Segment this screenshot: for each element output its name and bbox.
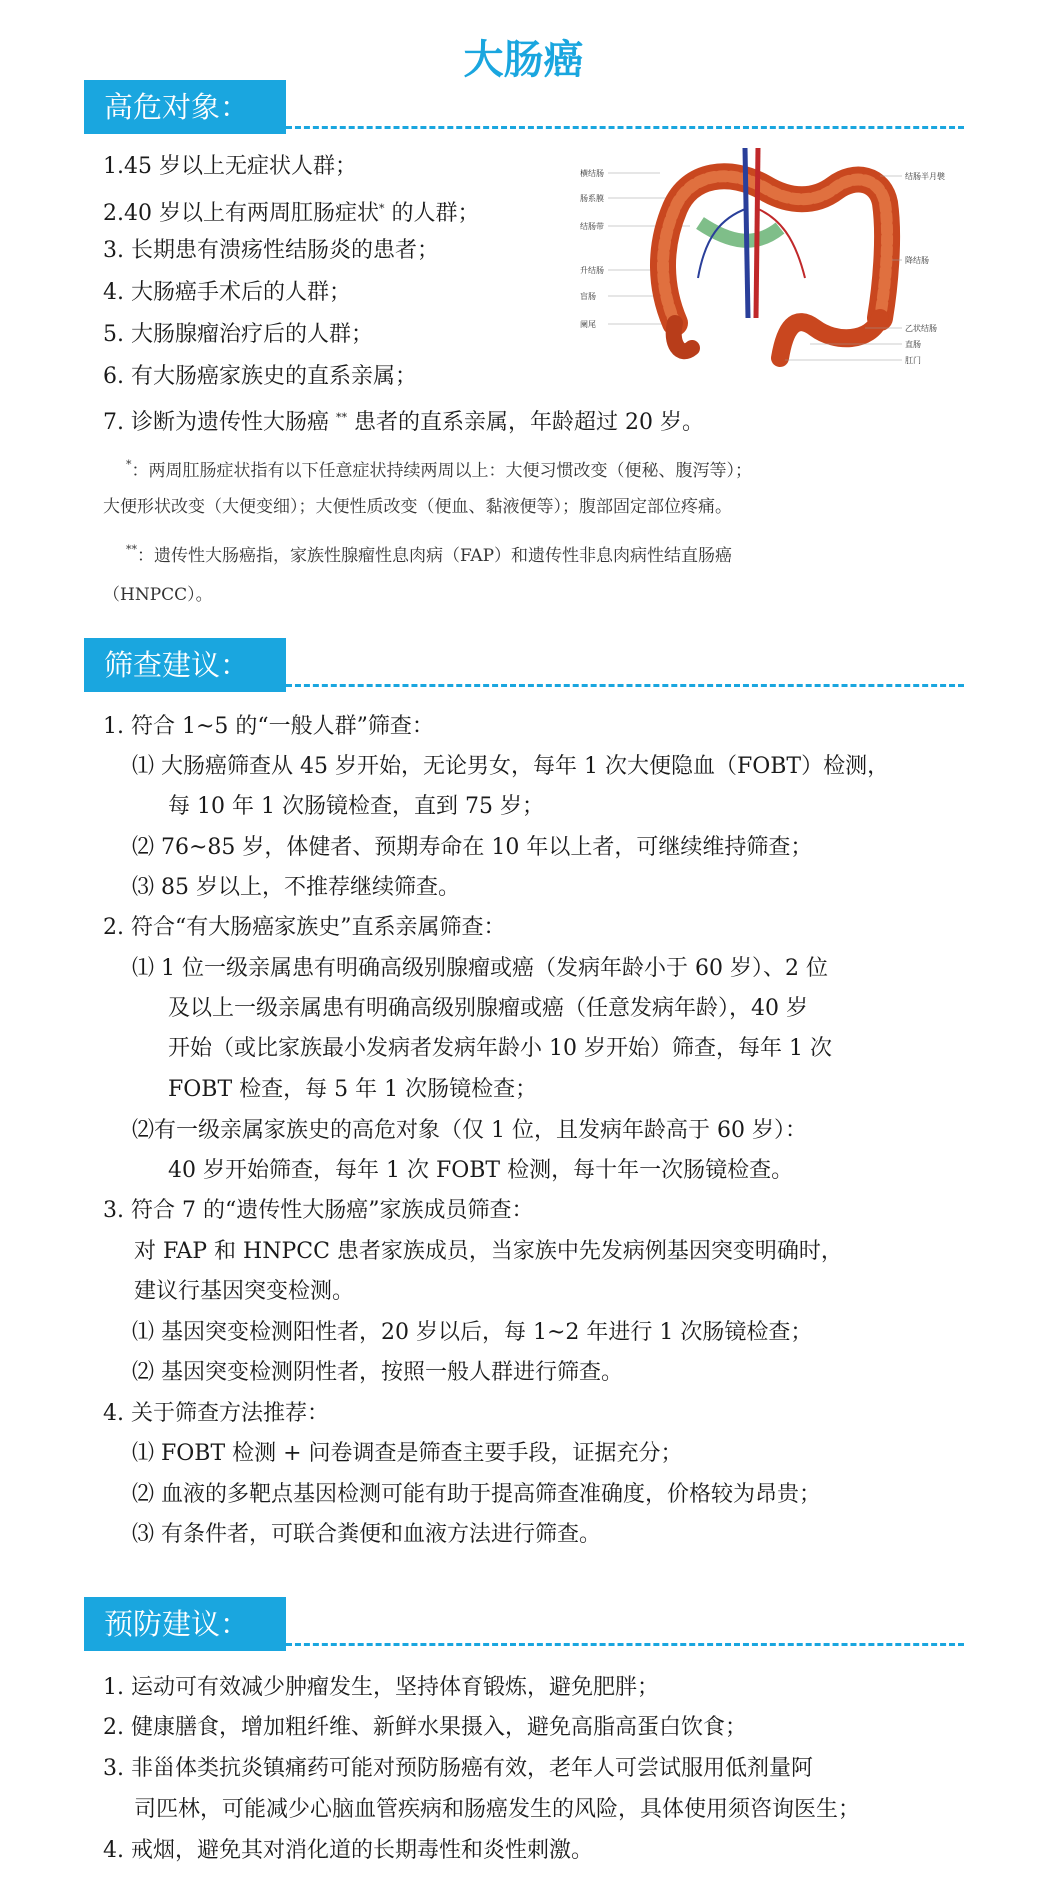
list-item: 及以上一级亲属患有明确高级别腺瘤或癌（任意发病年龄），40 岁: [168, 996, 808, 1021]
section-header-label: 筛查建议：: [84, 638, 286, 692]
figure-label: 直肠: [905, 340, 921, 349]
list-item: 1.45 岁以上无症状人群；: [103, 154, 357, 179]
list-item: 2. 符合“有大肠癌家族史”直系亲属筛查：: [103, 915, 506, 940]
figure-label: 盲肠: [580, 292, 596, 301]
list-item: 7. 诊断为遗传性大肠癌 ** 患者的直系亲属，年龄超过 20 岁。: [103, 410, 704, 435]
section-header-label: 高危对象：: [84, 80, 286, 134]
figure-label: 肠系膜: [580, 194, 604, 203]
list-item: ⑴ 大肠癌筛查从 45 岁开始，无论男女，每年 1 次大便隐血（FOBT）检测，: [132, 754, 890, 779]
figure-label: 升结肠: [580, 266, 604, 275]
list-item: ⑴ 基因突变检测阳性者，20 岁以后，每 1~2 年进行 1 次肠镜检查；: [132, 1320, 813, 1345]
list-item: ⑵ 76~85 岁，体健者、预期寿命在 10 年以上者，可继续维持筛查；: [132, 835, 813, 860]
list-item: ⑵有一级亲属家族史的高危对象（仅 1 位，且发病年龄高于 60 岁）：: [132, 1118, 807, 1143]
list-item: 建议行基因突变检测。: [134, 1279, 355, 1304]
list-item: FOBT 检查，每 5 年 1 次肠镜检查；: [168, 1077, 538, 1102]
list-item: ⑶ 85 岁以上，不推荐继续筛查。: [132, 875, 460, 900]
list-item: 4. 戒烟，避免其对消化道的长期毒性和炎性刺激。: [103, 1838, 593, 1863]
footnote: **：遗传性大肠癌指，家族性腺瘤性息肉病（FAP）和遗传性非息肉病性结直肠癌: [126, 543, 733, 566]
list-item: 5. 大肠腺瘤治疗后的人群；: [103, 322, 373, 347]
list-item: ⑴ 1 位一级亲属患有明确高级别腺瘤或癌（发病年龄小于 60 岁）、2 位: [132, 956, 828, 981]
list-item: ⑵ 血液的多靶点基因检测可能有助于提高筛查准确度，价格较为昂贵；: [132, 1482, 821, 1507]
list-item: ⑴ FOBT 检测 + 问卷调查是筛查主要手段，证据充分；: [132, 1441, 683, 1466]
dashed-divider: [286, 684, 964, 687]
figure-label: 阑尾: [580, 320, 596, 329]
list-item: 1. 符合 1~5 的“一般人群”筛查：: [103, 714, 434, 739]
list-item: 4. 大肠癌手术后的人群；: [103, 280, 351, 305]
figure-label: 乙状结肠: [905, 324, 937, 333]
list-item: 司匹林，可能减少心脑血管疾病和肠癌发生的风险，具体使用须咨询医生；: [134, 1797, 861, 1822]
list-item: 每 10 年 1 次肠镜检查，直到 75 岁；: [168, 794, 544, 819]
list-item: 2. 健康膳食，增加粗纤维、新鲜水果摄入，避免高脂高蛋白饮食；: [103, 1715, 747, 1740]
colon-illustration: [580, 148, 960, 378]
figure-label: 结肠半月襞: [905, 172, 945, 181]
footnote-mark: **: [335, 411, 347, 424]
footnote: （HNPCC）。: [103, 585, 213, 605]
list-item: ⑶ 有条件者，可联合粪便和血液方法进行筛查。: [132, 1522, 601, 1547]
figure-label: 肛门: [905, 356, 921, 365]
list-item: 3. 非甾体类抗炎镇痛药可能对预防肠癌有效，老年人可尝试服用低剂量阿: [103, 1756, 813, 1781]
list-item: 40 岁开始筛查，每年 1 次 FOBT 检测，每十年一次肠镜检查。: [168, 1158, 794, 1183]
figure-label: 横结肠: [580, 169, 604, 178]
section-header-label: 预防建议：: [84, 1597, 286, 1651]
colon-drawing: [663, 148, 887, 358]
figure-label: 结肠带: [580, 222, 604, 231]
list-item: 3. 符合 7 的“遗传性大肠癌”家族成员筛查：: [103, 1198, 534, 1223]
list-item: 2.40 岁以上有两周肛肠症状* 的人群；: [103, 201, 480, 226]
section-header-screening: [84, 638, 964, 692]
dashed-divider: [286, 1643, 964, 1646]
dashed-divider: [286, 126, 964, 129]
figure-label: 降结肠: [905, 256, 929, 265]
list-item: ⑵ 基因突变检测阴性者，按照一般人群进行筛查。: [132, 1360, 623, 1385]
list-item: 3. 长期患有溃疡性结肠炎的患者；: [103, 238, 439, 263]
footnote-mark: *: [378, 202, 385, 215]
footnote: 大便形状改变（大便变细）；大便性质改变（便血、黏液便等）；腹部固定部位疼痛。: [103, 497, 732, 517]
section-header-high-risk: [84, 80, 964, 134]
list-item: 4. 关于筛查方法推荐：: [103, 1401, 329, 1426]
footnote: *：两周肛肠症状指有以下任意症状持续两周以上：大便习惯改变（便秘、腹泻等）；: [126, 458, 752, 481]
list-item: 1. 运动可有效减少肿瘤发生，坚持体育锻炼，避免肥胖；: [103, 1675, 659, 1700]
section-header-prevention: [84, 1597, 964, 1651]
list-item: 开始（或比家族最小发病者发病年龄小 10 岁开始）筛查，每年 1 次: [168, 1036, 832, 1061]
list-item: 对 FAP 和 HNPCC 患者家族成员，当家族中先发病例基因突变明确时，: [134, 1239, 843, 1264]
page-title: 大肠癌: [463, 37, 584, 83]
list-item: 6. 有大肠癌家族史的直系亲属；: [103, 364, 417, 389]
